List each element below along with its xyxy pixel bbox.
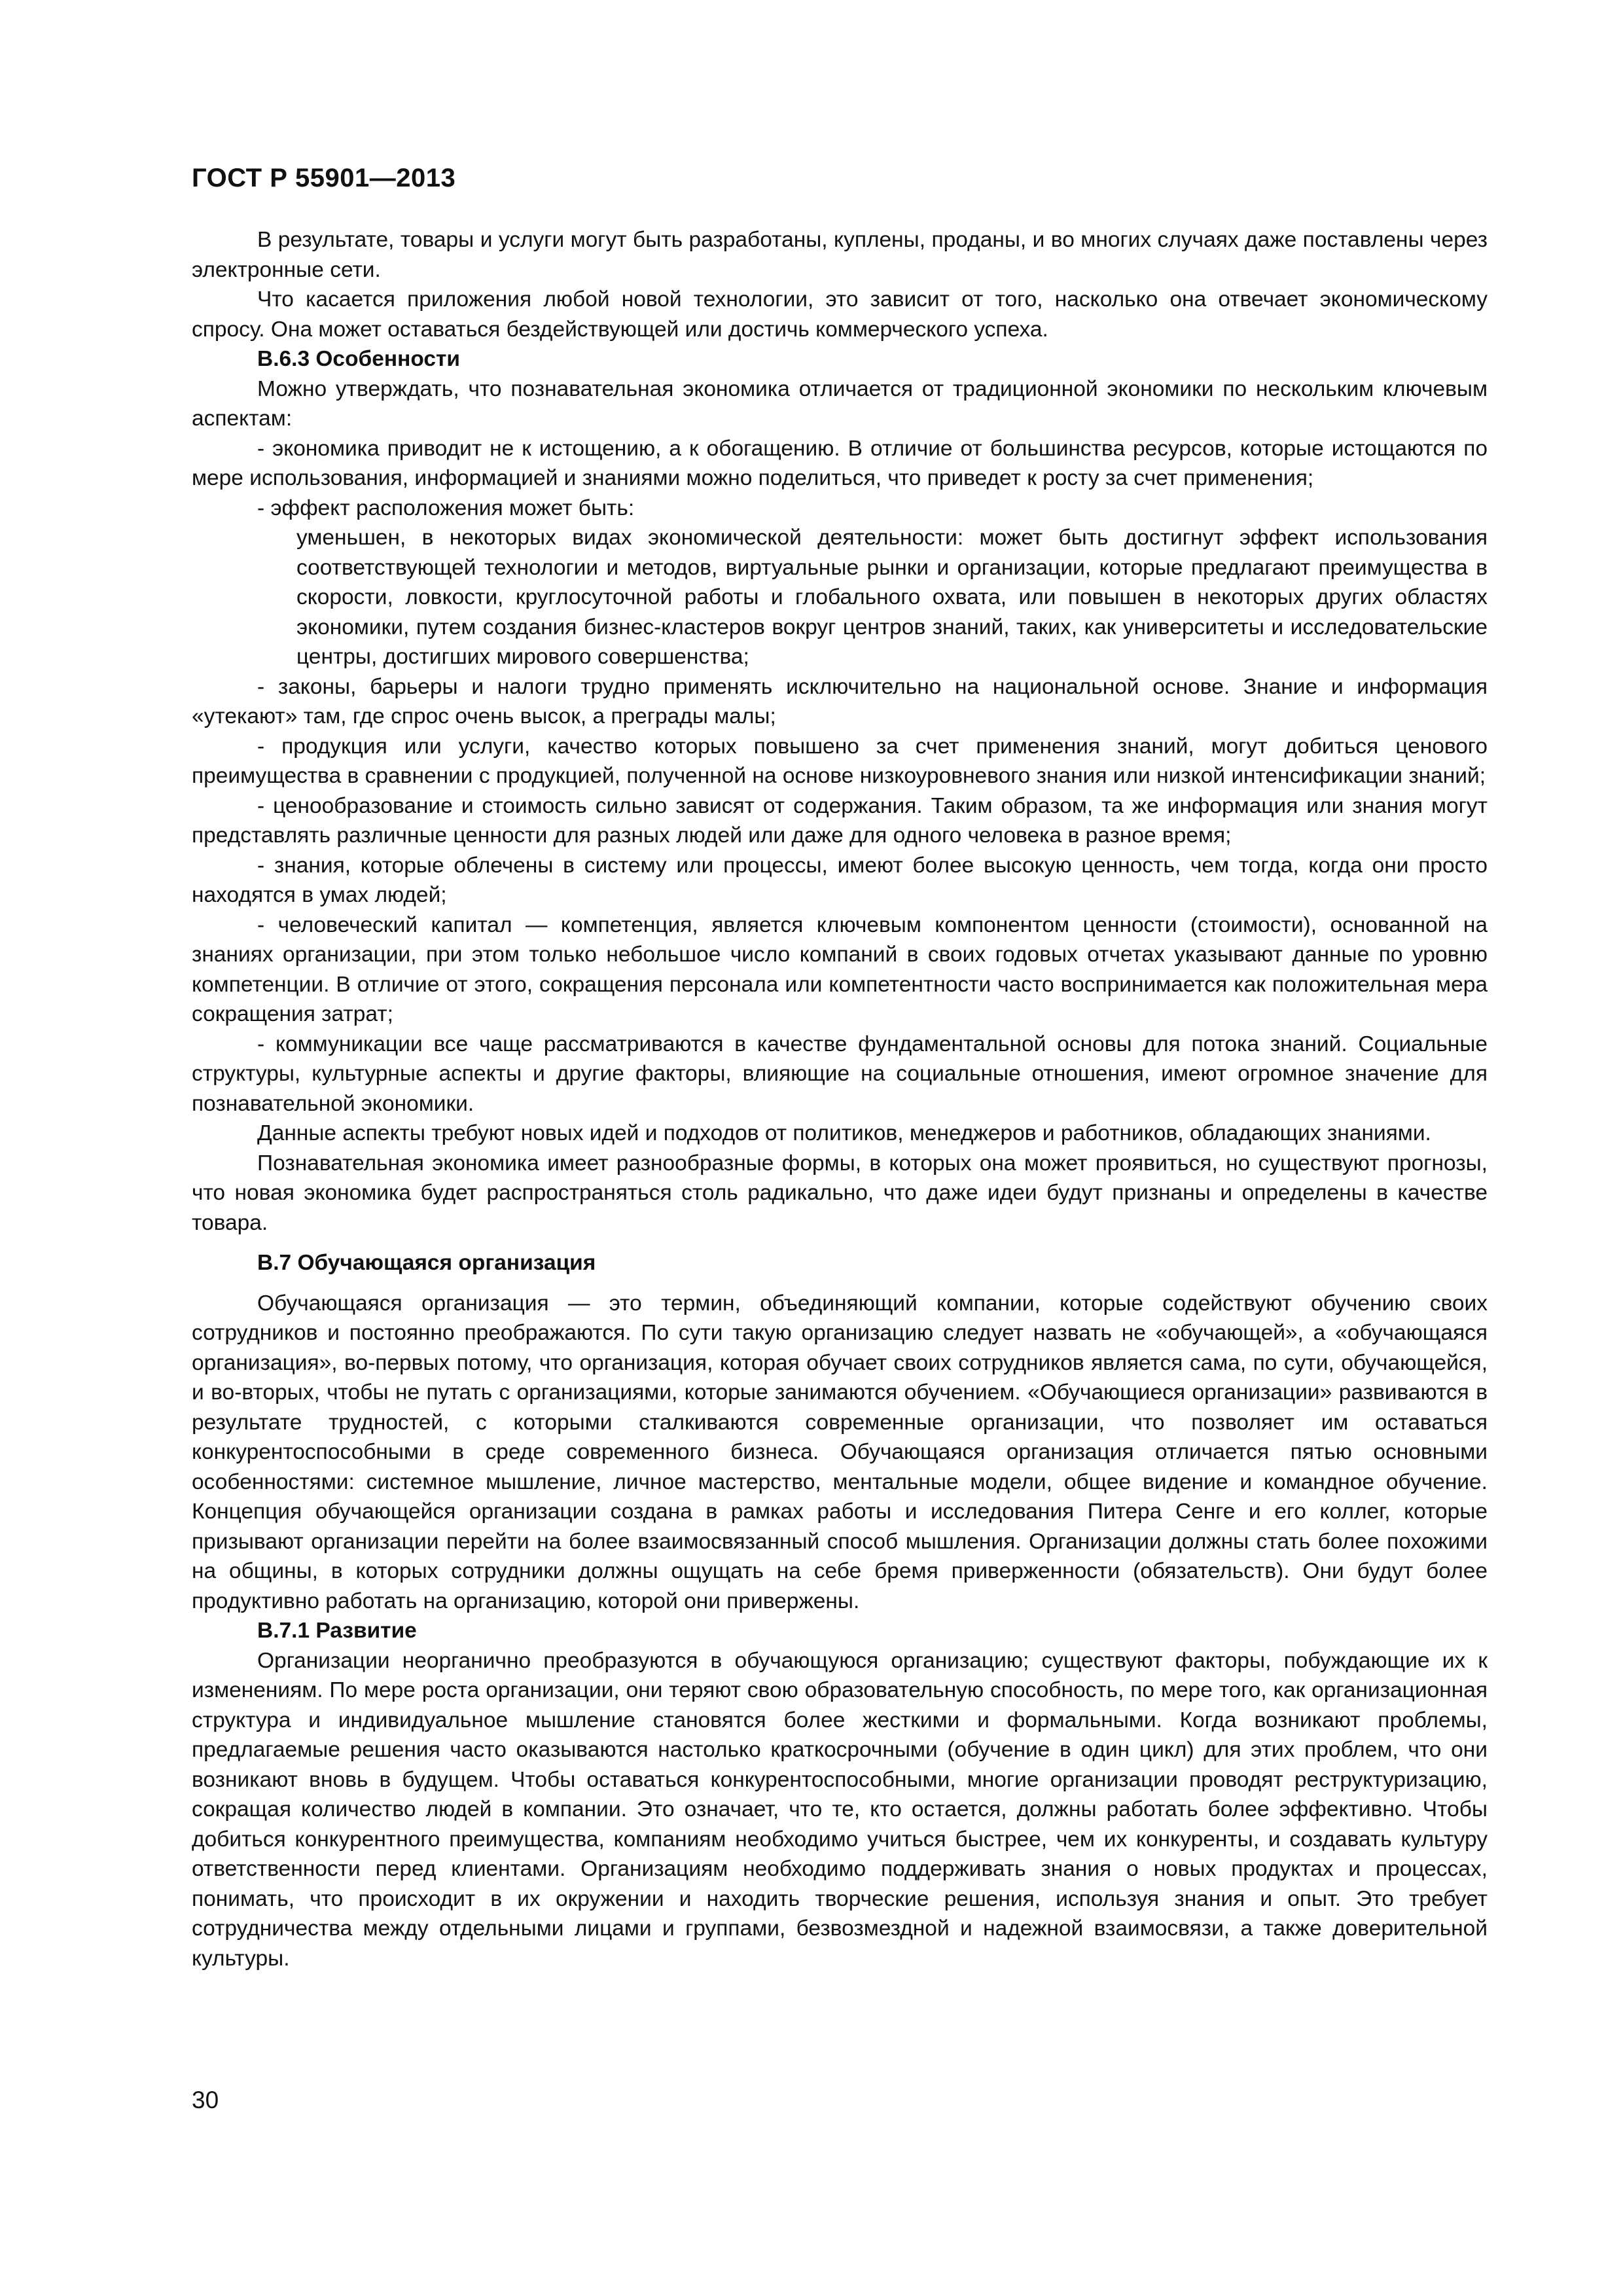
list-item: - законы, барьеры и налоги трудно применять исключительно на национальной основе. Знание и информация «утекают» там, где спрос очень высок, а преграды малы; bbox=[192, 674, 1488, 728]
paragraph: Можно утверждать, что познавательная экономика отличается от традиционной экономики по нескольким ключевым аспектам: bbox=[192, 376, 1488, 431]
list-item: - ценообразование и стоимость сильно зависят от содержания. Таким образом, та же информация или знания могут представлять различные ценности для разных людей или даже для одного человека в разное время; bbox=[192, 793, 1488, 848]
page-number: 30 bbox=[192, 2087, 219, 2113]
paragraph: В результате, товары и услуги могут быть разработаны, куплены, проданы, и во многих случаях даже поставлены через электронные сети. bbox=[192, 228, 1488, 282]
paragraph: Организации неорганично преобразуются в обучающуюся организацию; существуют факторы, побуждающие их к изменениям. По мере роста организации, они теряют свою образовательную способность, по мере того, как организационная структура и индивидуальное мышление становятся более жесткими и формальными. Когда возникают проблемы, предлагаемые решения часто оказываются настолько краткосрочными (обучение в один цикл) для этих проблем, что они возникают вновь в будущем. Чтобы оставаться конкурентоспособными, многие организации проводят реструктуризацию, сокращая количество людей в компании. Это означает, что те, кто остается, должны работать более эффективно. Чтобы добиться конкурентного преимущества, компаниям необходимо учиться быстрее, чем их конкуренты, и создавать культуру ответственности перед клиентами. Организациям необходимо поддерживать знания о новых продуктах и процессах, понимать, что происходит в их окружении и находить творческие решения, используя знания и опыт. Это требует сотрудничества между отдельными лицами и группами, безвозмездной и надежной взаимосвязи, а также доверительной культуры. bbox=[192, 1648, 1488, 1971]
list-item: - эффект расположения может быть: bbox=[257, 495, 635, 520]
list-item: - человеческий капитал — компетенция, является ключевым компонентом ценности (стоимости), основанной на знаниях организации, при этом только небольшое число компаний в своих годовых отчетах указывают данные по уровню компетенции. В отличие от этого, сокращения персонала или компетентности часто воспринимается как положительная мера сокращения затрат; bbox=[192, 912, 1488, 1026]
section-heading-b-7-1: В.7.1 Развитие bbox=[257, 1619, 417, 1643]
page-body bbox=[192, 225, 1488, 1973]
list-subitem: уменьшен, в некоторых видах экономической деятельности: может быть достигнут эффект использования соответствующей технологии и методов, виртуальные рынки и организации, которые предлагают преимущества в скорости, ловкости, круглосуточной работы и глобального охвата, или повышен в некоторых других областях экономики, путем создания бизнес-кластеров вокруг центров знаний, таких, как университеты и исследовательские центры, достигших мирового совершенства; bbox=[296, 526, 1488, 669]
list-item: - продукция или услуги, качество которых повышено за счет применения знаний, могут добиться ценового преимущества в сравнении с продукцией, полученной на основе низкоуровневого знания или низкой интенсификации знаний; bbox=[192, 734, 1488, 788]
list-item: - знания, которые облечены в систему или процессы, имеют более высокую ценность, чем тогда, когда они просто находятся в умах людей; bbox=[192, 853, 1488, 907]
paragraph: Данные аспекты требуют новых идей и подходов от политиков, менеджеров и работников, обладающих знаниями. bbox=[257, 1121, 1431, 1145]
section-heading-b-7: В.7 Обучающаяся организация bbox=[257, 1251, 596, 1275]
document-standard-id: ГОСТ Р 55901—2013 bbox=[192, 164, 456, 192]
section-heading-b-6-3: В.6.3 Особенности bbox=[257, 347, 460, 371]
paragraph: Познавательная экономика имеет разнообразные формы, в которых она может проявиться, но существуют прогнозы, что новая экономика будет распространяться столь радикально, что даже идеи будут признаны и определены в качестве товара. bbox=[192, 1151, 1488, 1235]
list-item: - экономика приводит не к истощению, а к обогащению. В отличие от большинства ресурсов, которые истощаются по мере использования, информацией и знаниями можно поделиться, что приведет к росту за счет применения; bbox=[192, 436, 1488, 490]
paragraph: Обучающаяся организация — это термин, объединяющий компании, которые содействуют обучению своих сотрудников и постоянно преображаются. По сути такую организацию следует назвать не «обучающей», а «обучающаяся организация», во-первых потому, что организация, которая обучает своих сотрудников является сама, по сути, обучающейся, и во-вторых, чтобы не путать с организациями, которые занимаются обучением. «Обучающиеся организации» развиваются в результате трудностей, с которыми сталкиваются современные организации, что позволяет им оставаться конкурентоспособными в среде современного бизнеса. Обучающаяся организация отличается пятью основными особенностями: системное мышление, личное мастерство, ментальные модели, общее видение и командное обучение. Концепция обучающейся организации создана в рамках работы и исследования Питера Сенге и его коллег, которые призывают организации перейти на более взаимосвязанный способ мышления. Организации должны стать более похожими на общины, в которых сотрудники должны ощущать на себе бремя приверженности (обязательств). Они будут более продуктивно работать на организацию, которой они привержены. bbox=[192, 1291, 1488, 1613]
list-item: - коммуникации все чаще рассматриваются в качестве фундаментальной основы для потока знаний. Социальные структуры, культурные аспекты и другие факторы, влияющие на социальные отношения, имеют огромное значение для познавательной экономики. bbox=[192, 1031, 1488, 1116]
paragraph: Что касается приложения любой новой технологии, это зависит от того, насколько она отвечает экономическому спросу. Она может оставаться бездействующей или достичь коммерческого успеха. bbox=[192, 287, 1488, 342]
